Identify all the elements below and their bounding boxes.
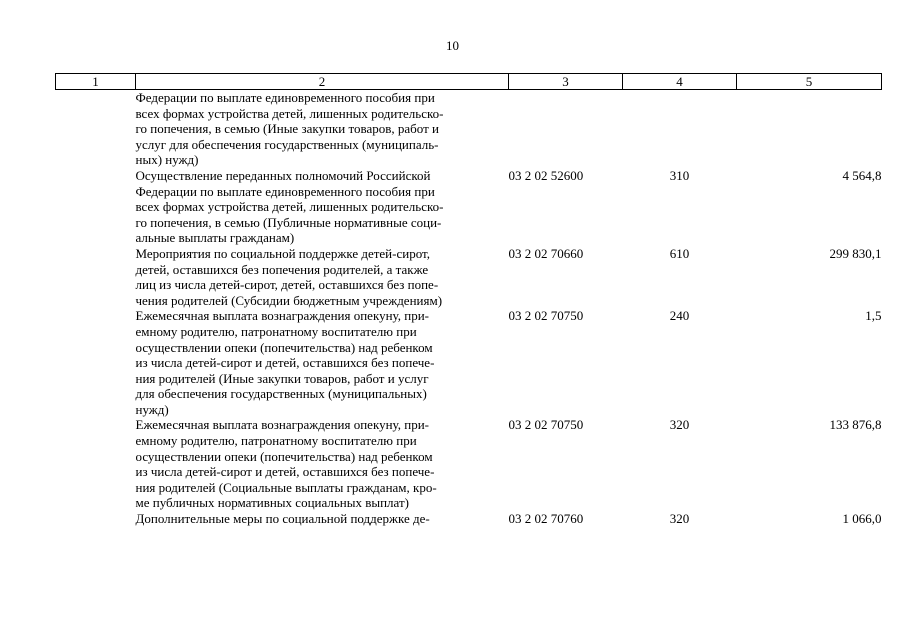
code-cell: 03 2 02 70750	[508, 308, 584, 324]
expense-type-cell: 310	[669, 167, 690, 183]
table-row	[56, 511, 882, 527]
column-header-1: 1	[56, 74, 136, 90]
description-cell: Дополнительные меры по социальной поддержке де-	[135, 511, 430, 527]
row-number-cell	[56, 168, 136, 246]
budget-table	[55, 73, 882, 527]
amount-cell	[737, 90, 882, 168]
table-header-row	[56, 74, 882, 90]
row-number-cell	[56, 417, 136, 511]
amount-cell: 1 066,0	[842, 511, 882, 527]
description-cell: Ежемесячная выплата вознаграждения опекуну, при- емному родителю, патронатному воспитателю при осуществлении опеки (попечительства) над ребенком из числа детей-сирот и детей, оставшихся без попече- ния родителей (Иные закупки товаров, работ и услуг для обеспечения государственных (муниципальных) нужд)	[135, 308, 435, 417]
description-cell: Мероприятия по социальной поддержке детей-сирот, детей, оставшихся без попечения родителей, а также лиц из числа детей-сирот, детей, оставшихся без попе- чения родителей (Субсидии бюджетным учреждениям)	[135, 245, 443, 308]
row-number-cell	[56, 90, 136, 168]
code-cell: 03 2 02 70750	[508, 417, 584, 433]
table-row	[56, 90, 882, 168]
amount-cell: 1,5	[865, 308, 882, 324]
amount-cell: 299 830,1	[829, 245, 882, 261]
expense-type-cell: 320	[669, 417, 690, 433]
column-header-5: 5	[737, 74, 882, 90]
code-cell	[509, 90, 623, 168]
description-cell: Ежемесячная выплата вознаграждения опекуну, при- емному родителю, патронатному воспитателю при осуществлении опеки (попечительства) над ребенком из числа детей-сирот и детей, оставшихся без попече- ния родителей (Социальные выплаты гражданам, кро- ме публичных нормативных социальных выплат)	[135, 417, 437, 511]
expense-type-cell	[623, 90, 737, 168]
code-cell: 03 2 02 70760	[508, 511, 584, 527]
code-cell: 03 2 02 70660	[508, 245, 584, 261]
page-number: 10	[446, 38, 459, 53]
code-cell: 03 2 02 52600	[508, 167, 584, 183]
expense-type-cell: 320	[669, 511, 690, 527]
table-body	[56, 90, 882, 527]
table-row	[56, 246, 882, 308]
description-cell: Федерации по выплате единовременного пособия при всех формах устройства детей, лишенных родительско- го попечения, в семью (Иные закупки товаров, работ и услуг для обеспечения государственных (муниципаль- ных) нужд)	[135, 90, 444, 168]
expense-type-cell: 240	[669, 308, 690, 324]
column-header-3: 3	[509, 74, 623, 90]
table-row	[56, 417, 882, 511]
amount-cell: 4 564,8	[842, 167, 882, 183]
expense-type-cell: 610	[669, 245, 690, 261]
amount-cell: 133 876,8	[829, 417, 882, 433]
row-number-cell	[56, 246, 136, 308]
row-number-cell	[56, 511, 136, 527]
table-row	[56, 168, 882, 246]
description-cell: Осуществление переданных полномочий Российской Федерации по выплате единовременного пособия при всех формах устройства детей, лишенных родительско- го попечения, в семью (Публичные нормативные соци- альные выплаты гражданам)	[135, 167, 444, 246]
table-row	[56, 308, 882, 417]
row-number-cell	[56, 308, 136, 417]
table-header	[56, 74, 882, 90]
column-header-2: 2	[136, 74, 509, 90]
column-header-4: 4	[623, 74, 737, 90]
